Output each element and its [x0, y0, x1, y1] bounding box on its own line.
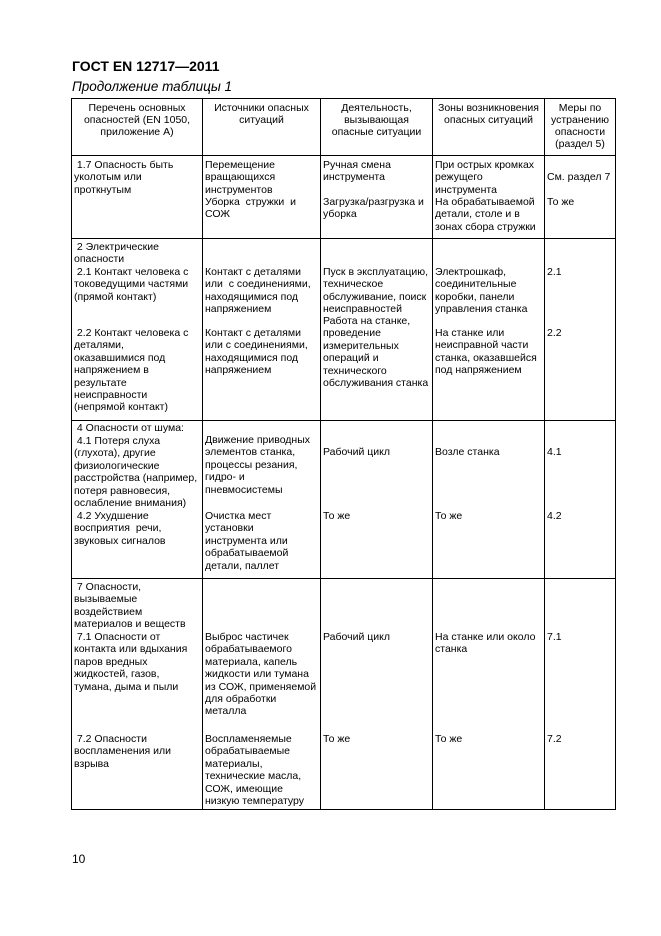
- measure-text-2: 7.2: [547, 733, 562, 745]
- zone-text-1: Электрошкаф, соединительные коробки, панели управления станка: [435, 266, 528, 316]
- source-text-1: Выброс частичек обрабатываемого материала, капель жидкости или тумана из СОЖ, применяемой для обработки металла: [205, 631, 317, 718]
- hazard-cell: [72, 579, 203, 809]
- source-cell: [203, 239, 321, 420]
- table-row-materials: [72, 579, 615, 809]
- source-cell: [203, 579, 321, 809]
- zone-text-1: Возле станка: [435, 446, 500, 458]
- measure-cell: [545, 156, 615, 238]
- column-header-zones: Зоны возникновения опасных ситуаций: [433, 99, 545, 155]
- activity-text-2: Загрузка/разгрузка и уборка: [323, 196, 424, 221]
- activity-cell: [321, 156, 433, 238]
- source-text-2: Контакт с деталями или с соединениями, находящимися под напряжением: [205, 327, 308, 377]
- measure-text-1: См. раздел 7: [547, 171, 611, 183]
- measure-text-2: То же: [547, 196, 575, 208]
- source-text-1: Движение приводных элементов станка, процессы резания, гидро- и пневмосистемы: [205, 434, 311, 496]
- measure-text-2: 4.2: [547, 510, 562, 522]
- activity-text-1: Ручная смена инструмента: [323, 159, 391, 184]
- hazard-text-2: 7.2 Опасности воспламенения или взрыва: [74, 733, 172, 770]
- source-text-2: Уборка стружки и СОЖ: [205, 196, 296, 221]
- zone-text-2: На станке или неисправной части станка, оказавшейся под напряжением: [435, 327, 537, 377]
- zone-cell: [433, 579, 545, 809]
- zone-text-2: То же: [435, 510, 463, 522]
- hazard-cell: [72, 421, 203, 578]
- source-text-1: Контакт с деталями или с соединениями, находящимися под напряжением: [205, 266, 311, 316]
- hazard-text: 1.7 Опасность быть уколотым или проткнутым: [74, 159, 174, 196]
- column-header-sources: Источники опасных ситуаций: [203, 99, 321, 155]
- column-header-activity: Деятельность, вызывающая опасные ситуации: [321, 99, 433, 155]
- measure-cell: [545, 421, 615, 578]
- table-continuation-caption: Продолжение таблицы 1: [72, 79, 233, 94]
- source-text-2: Очистка мест установки инструмента или обрабатываемой детали, паллет: [205, 510, 289, 572]
- source-cell: [203, 421, 321, 578]
- measure-text-1: 7.1: [547, 631, 562, 643]
- zone-cell: [433, 156, 545, 238]
- zone-text-2: То же: [435, 733, 463, 745]
- measure-text-2: 2.2: [547, 327, 562, 339]
- measure-cell: [545, 579, 615, 809]
- activity-text-1: Пуск в эксплуатацию, техническое обслуживание, поиск неисправностей: [323, 266, 429, 316]
- activity-text-2: Работа на станке, проведение измерительных операций и технического обслуживания станка: [323, 315, 429, 390]
- hazards-table: [71, 98, 616, 810]
- activity-text-2: То же: [323, 733, 351, 745]
- activity-cell: [321, 579, 433, 809]
- source-cell: [203, 156, 321, 238]
- zone-text-1: На станке или около станка: [435, 631, 536, 656]
- measure-cell: [545, 239, 615, 420]
- hazard-group-title: 7 Опасности, вызываемые воздействием материалов и веществ: [74, 581, 186, 631]
- hazard-text-2: 2.2 Контакт человека с деталями, оказавшимися под напряжением в результате неисправности (непрямой контакт): [74, 327, 189, 414]
- source-text-1: Перемещение вращающихся инструментов: [205, 159, 276, 196]
- activity-cell: [321, 421, 433, 578]
- zone-cell: [433, 239, 545, 420]
- activity-text-2: То же: [323, 510, 351, 522]
- hazard-text-1: 7.1 Опасности от контакта или вдыхания паров вредных жидкостей, газов, тумана, дыма и пыли: [74, 631, 188, 693]
- document-title: ГОСТ EN 12717—2011: [72, 58, 220, 74]
- activity-text-1: Рабочий цикл: [323, 631, 390, 643]
- table-row-noise: [72, 421, 615, 579]
- measure-text-1: 2.1: [547, 266, 562, 278]
- zone-text-1: При острых кромках режущего инструмента: [435, 159, 535, 196]
- activity-cell: [321, 239, 433, 420]
- table-row-1-7: [72, 156, 615, 239]
- page-number: 10: [72, 852, 86, 866]
- hazard-text-2: 4.2 Ухудшение восприятия речи, звуковых сигналов: [74, 510, 166, 547]
- hazard-group-title: 4 Опасности от шума:: [74, 422, 184, 434]
- activity-text-1: Рабочий цикл: [323, 446, 390, 458]
- zone-text-2: На обрабатываемой детали, столе и в зонах сбора стружки: [435, 196, 536, 233]
- measure-text-1: 4.1: [547, 446, 562, 458]
- column-header-hazards: Перечень основных опасностей (EN 1050, приложение А): [72, 99, 203, 155]
- zone-cell: [433, 421, 545, 578]
- hazard-cell: [72, 239, 203, 420]
- source-text-2: Воспламеняемые обрабатываемые материалы, технические масла, СОЖ, имеющие низкую температуру: [205, 733, 304, 808]
- hazard-text-1: 4.1 Потеря слуха (глухота), другие физиологические расстройства (например, потеря равновесия, ослабление внимания): [74, 435, 198, 510]
- table-header-row: [72, 99, 615, 156]
- hazard-text-1: 2.1 Контакт человека с токоведущими частями (прямой контакт): [74, 266, 189, 303]
- hazard-cell: [72, 156, 203, 238]
- hazard-group-title: 2 Электрические опасности: [74, 241, 159, 266]
- column-header-measures: Меры по устранению опасности (раздел 5): [550, 102, 610, 150]
- table-row-electrical: [72, 239, 615, 421]
